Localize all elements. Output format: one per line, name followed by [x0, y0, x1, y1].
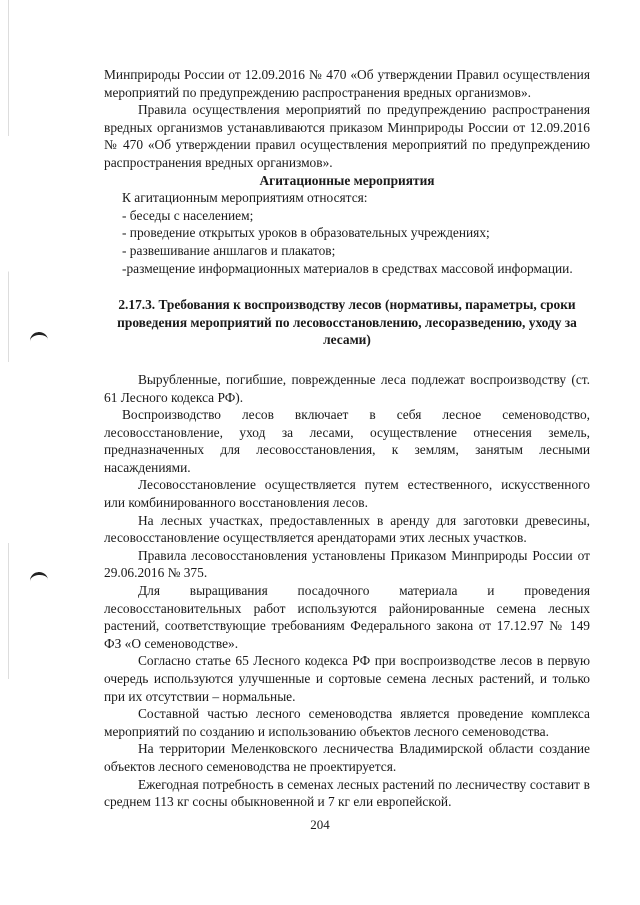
agitation-intro: К агитационным мероприятиям относятся:	[122, 190, 368, 206]
list-item: - развешивание аншлагов и плакатов;	[122, 242, 336, 258]
paragraph: Лесовосстановление осуществляется путем естественного, искусственного или комбинированного восстановления лесов.	[104, 477, 590, 511]
list-item: - проведение открытых уроков в образовательных учреждениях;	[122, 225, 490, 241]
scan-edge-mark	[8, 0, 9, 905]
list-item: - беседы с населением;	[122, 207, 254, 223]
paragraph: Согласно статье 65 Лесного кодекса РФ при воспроизводстве лесов в первую очередь используются улучшенные и сортовые семена лесных растений, и только при их отсутствии – нормальные.	[104, 653, 590, 704]
paragraph: Для выращивания посадочного материала и проведения лесовосстановительных работ используются районированные семена лесных растений, соответствующие требованиям Федерального закона от 17.12.97 № 149 ФЗ «О семеноводстве».	[104, 583, 590, 651]
paragraph: Ежегодная потребность в семенах лесных растений по лесничеству составит в среднем 113 кг сосны обыкновенной и 7 кг ели европейской.	[104, 776, 590, 810]
paragraph: Правила осуществления мероприятий по предупреждению распространения вредных организмов устанавливаются приказом Минприроды России от 12.09.2016 № 470 «Об утверждении правил осуществления мероприятий по предупреждению распространения вредных организмов».	[104, 102, 590, 170]
binder-punch-mark	[29, 571, 49, 590]
section-heading: 2.17.3. Требования к воспроизводству лесов (нормативы, параметры, сроки проведения мероприятий по лесовосстановлению, лесоразведению, уходу за лесами)	[117, 297, 577, 348]
page-number: 204	[310, 817, 330, 832]
agitation-heading: Агитационные мероприятия	[259, 172, 435, 188]
paragraph: Минприроды России от 12.09.2016 № 470 «Об утверждении Правил осуществления мероприятий по предупреждению распространения вредных организмов».	[104, 67, 590, 100]
paragraph: Вырубленные, погибшие, поврежденные леса подлежат воспроизводству (ст. 61 Лесного кодекса РФ).	[104, 371, 590, 405]
paragraph: Правила лесовосстановления установлены Приказом Минприроды России от 29.06.2016 № 375.	[104, 547, 590, 581]
paragraph: Воспроизводство лесов включает в себя лесное семеноводство, лесовосстановление, уход за лесами, осуществление отнесения земель, предназначенных для лесовосстановления, к землям, занятым лесными насаждениями.	[104, 407, 590, 475]
paragraph: Составной частью лесного семеноводства является проведение комплекса мероприятий по созданию и использованию объектов лесного семеноводства.	[104, 706, 590, 739]
list-item: -размещение информационных материалов в средствах массовой информации.	[122, 260, 573, 276]
binder-punch-mark	[29, 331, 49, 350]
paragraph: На территории Меленковского лесничества Владимирской области создание объектов лесного семеноводства не проектируется.	[104, 741, 590, 774]
document-page	[104, 66, 590, 811]
paragraph: На лесных участках, предоставленных в аренду для заготовки древесины, лесовосстановление осуществляется арендаторами этих лесных участков.	[104, 512, 590, 546]
